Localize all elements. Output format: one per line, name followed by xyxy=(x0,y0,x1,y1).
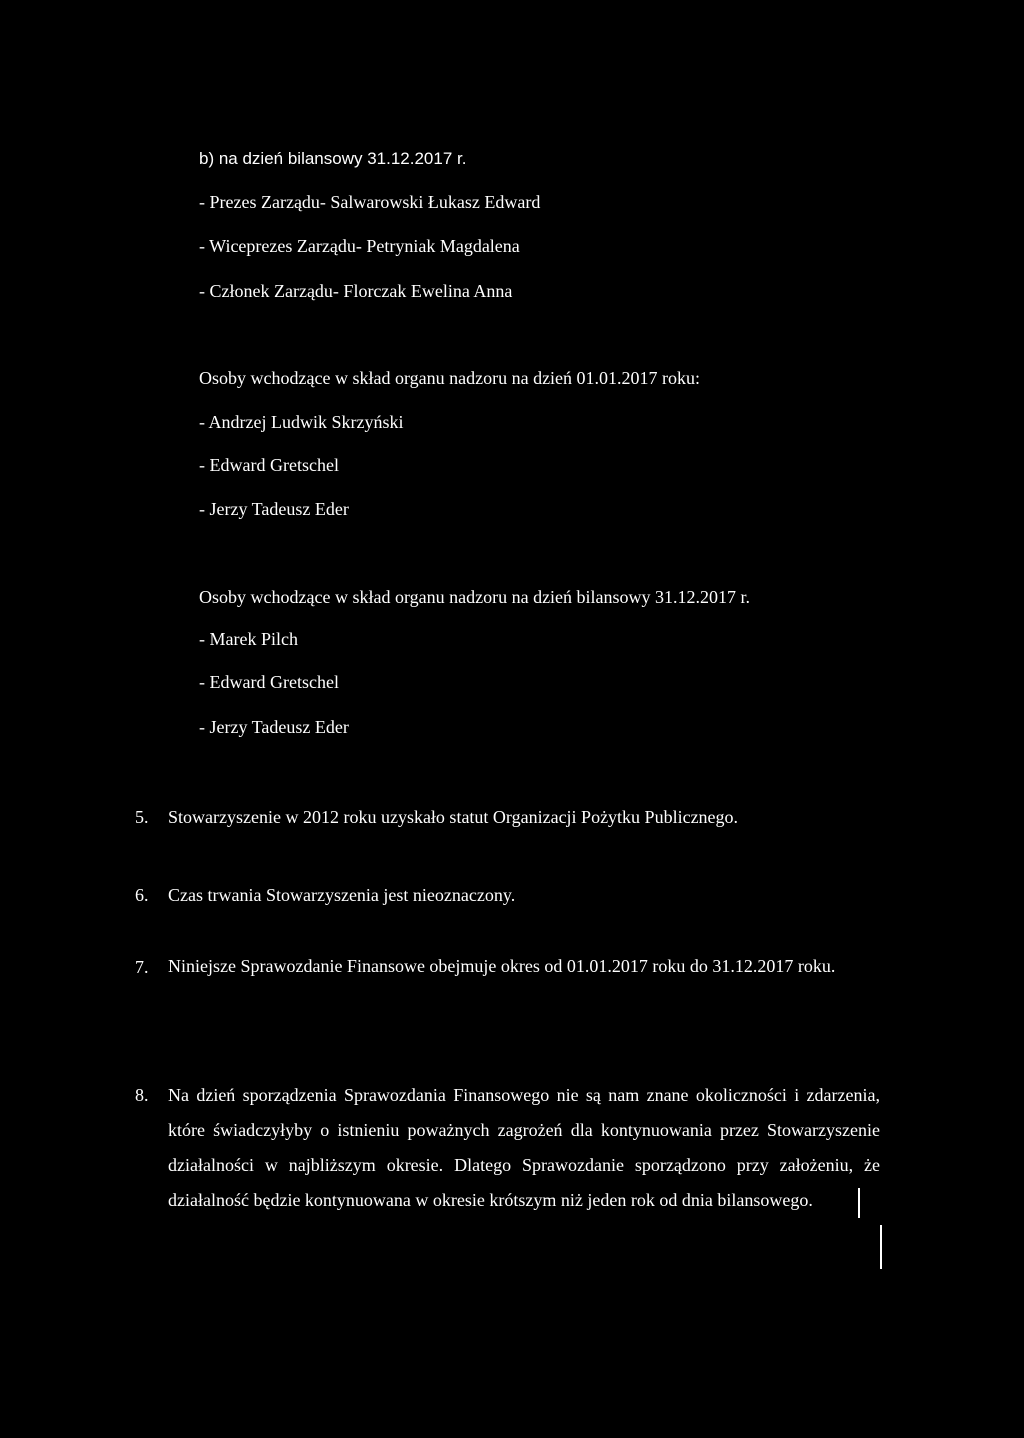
point-text: Czas trwania Stowarzyszenia jest nieoznaczony. xyxy=(168,885,516,905)
point-text: Stowarzyszenie w 2012 roku uzyskało statut Organizacji Pożytku Publicznego. xyxy=(168,807,739,827)
supervisory-member: - Edward Gretschel xyxy=(199,455,339,475)
margin-mark xyxy=(880,1225,882,1269)
board-member: - Wiceprezes Zarządu- Petryniak Magdalena xyxy=(199,236,520,256)
board-end-heading: b) na dzień bilansowy 31.12.2017 r. xyxy=(199,149,467,168)
point-number: 8. xyxy=(135,1085,149,1105)
supervisory-end-heading: Osoby wchodzące w skład organu nadzoru na dzień bilansowy 31.12.2017 r. xyxy=(199,587,751,607)
board-member: - Prezes Zarządu- Salwarowski Łukasz Edward xyxy=(199,192,541,212)
point-number: 6. xyxy=(135,885,149,905)
supervisory-member: - Marek Pilch xyxy=(199,629,298,649)
point-text: Niniejsze Sprawozdanie Finansowe obejmuje okres od 01.01.2017 roku do 31.12.2017 roku. xyxy=(168,956,836,976)
supervisory-member: - Edward Gretschel xyxy=(199,672,339,692)
supervisory-member: - Andrzej Ludwik Skrzyński xyxy=(199,412,404,432)
point-text: Na dzień sporządzenia Sprawozdania Finansowego nie są nam znane okoliczności i zdarzenia, które świadczyłyby o istnieniu poważnych zagrożeń dla kontynuowania przez Stowarzyszenie działalności w najbliższym okresie. Dlatego Sprawozdanie sporządzono przy założeniu, że działalność będzie kontynuowana w okresie krótszym niż jeden rok od dnia bilansowego. xyxy=(168,1085,880,1210)
margin-mark xyxy=(858,1188,860,1218)
point-number: 5. xyxy=(135,807,149,827)
supervisory-member: - Jerzy Tadeusz Eder xyxy=(199,717,349,737)
supervisory-member: - Jerzy Tadeusz Eder xyxy=(199,499,349,519)
board-member: - Członek Zarządu- Florczak Ewelina Anna xyxy=(199,281,513,301)
point-number: 7. xyxy=(135,957,149,977)
supervisory-start-heading: Osoby wchodzące w skład organu nadzoru na dzień 01.01.2017 roku: xyxy=(199,368,701,388)
